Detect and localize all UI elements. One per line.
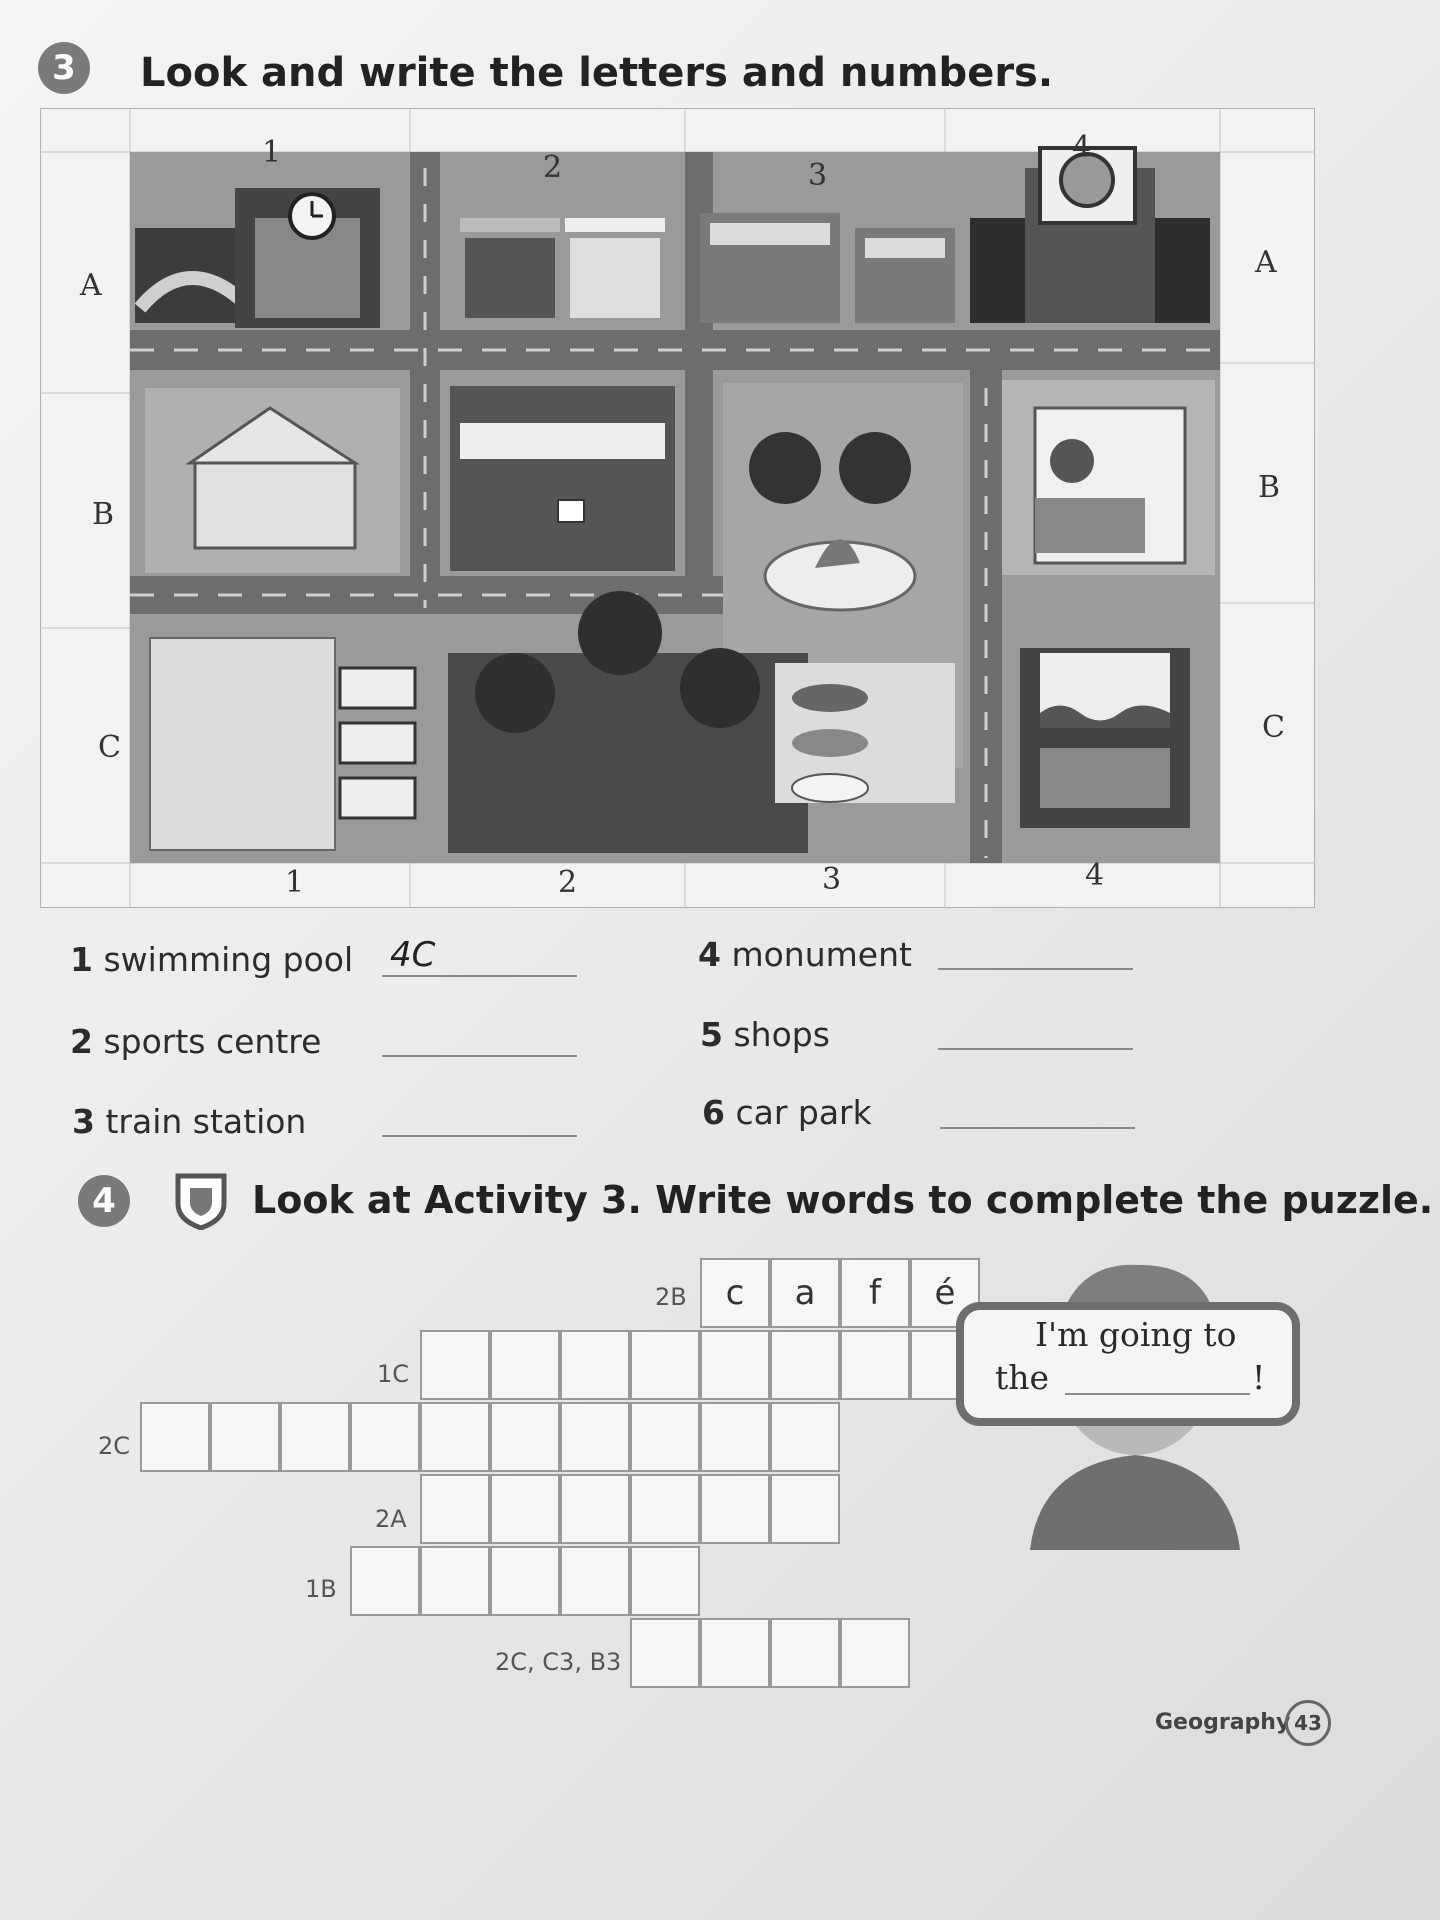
crossword-cell[interactable] bbox=[420, 1402, 490, 1472]
shield-icon bbox=[172, 1172, 230, 1230]
activity-4-title: Look at Activity 3. Write words to complete the puzzle. bbox=[252, 1178, 1434, 1222]
clue-2b: 2B bbox=[655, 1283, 687, 1311]
speech-line-1: I'm going to bbox=[1035, 1315, 1237, 1354]
col-label-4-bottom: 4 bbox=[1085, 858, 1105, 893]
crossword-cell[interactable] bbox=[560, 1474, 630, 1544]
footer-subject: Geography bbox=[1155, 1710, 1291, 1735]
speech-answer-line[interactable] bbox=[1065, 1393, 1250, 1395]
crossword-cell[interactable] bbox=[560, 1546, 630, 1616]
clue-2c: 2C bbox=[98, 1432, 131, 1460]
crossword-cell[interactable] bbox=[420, 1546, 490, 1616]
row-label-b-left: B bbox=[92, 497, 115, 532]
item-4: 4 monument bbox=[698, 935, 912, 974]
crossword-cell[interactable] bbox=[700, 1402, 770, 1472]
item-2-line[interactable] bbox=[382, 1055, 577, 1057]
coffee-cup-icon bbox=[558, 500, 584, 522]
page-number: 43 bbox=[1285, 1700, 1331, 1746]
col-label-2-bottom: 2 bbox=[558, 865, 578, 900]
item-6-line[interactable] bbox=[940, 1127, 1135, 1129]
clock-icon bbox=[290, 194, 334, 238]
crossword-cell[interactable] bbox=[840, 1330, 910, 1400]
item-1-line[interactable] bbox=[382, 975, 577, 977]
crossword-cell[interactable] bbox=[770, 1474, 840, 1544]
activity-3-number: 3 bbox=[38, 42, 90, 94]
crossword-cell[interactable] bbox=[490, 1402, 560, 1472]
car-icon bbox=[792, 684, 868, 802]
crossword-cell[interactable] bbox=[630, 1402, 700, 1472]
clue-1b: 1B bbox=[305, 1575, 337, 1603]
col-label-2-top: 2 bbox=[543, 150, 563, 185]
bus-icon bbox=[340, 668, 415, 818]
row-label-c-left: C bbox=[98, 730, 121, 765]
item-1: 1 swimming pool bbox=[70, 940, 354, 979]
crossword-cell[interactable] bbox=[700, 1474, 770, 1544]
row-label-a-right: A bbox=[1255, 245, 1277, 280]
crossword-cell[interactable]: é bbox=[910, 1258, 980, 1328]
item-3-line[interactable] bbox=[382, 1135, 577, 1137]
crossword-cell[interactable] bbox=[350, 1546, 420, 1616]
crossword-cell[interactable] bbox=[770, 1330, 840, 1400]
crossword-cell[interactable]: a bbox=[770, 1258, 840, 1328]
activity-3-title: Look and write the letters and numbers. bbox=[140, 50, 1054, 96]
item-2: 2 sports centre bbox=[70, 1022, 322, 1061]
clue-2a: 2A bbox=[375, 1505, 407, 1533]
item-1-answer[interactable]: 4C bbox=[390, 935, 436, 975]
crossword-cell[interactable] bbox=[630, 1546, 700, 1616]
item-5: 5 shops bbox=[700, 1015, 830, 1054]
clue-1c: 1C bbox=[377, 1360, 410, 1388]
row-label-b-right: B bbox=[1258, 470, 1281, 505]
town-map-drawing bbox=[40, 108, 1315, 908]
crossword-cell[interactable] bbox=[490, 1474, 560, 1544]
crossword-cell[interactable] bbox=[630, 1330, 700, 1400]
crossword-cell[interactable] bbox=[840, 1618, 910, 1688]
col-label-4-top: 4 bbox=[1072, 130, 1092, 165]
item-4-line[interactable] bbox=[938, 968, 1133, 970]
speech-exclaim: ! bbox=[1252, 1358, 1266, 1397]
col-label-3-top: 3 bbox=[808, 158, 828, 193]
item-6: 6 car park bbox=[702, 1093, 872, 1132]
col-label-1-top: 1 bbox=[262, 135, 282, 170]
crossword-cell[interactable] bbox=[490, 1546, 560, 1616]
item-5-line[interactable] bbox=[938, 1048, 1133, 1050]
crossword-cell[interactable] bbox=[420, 1474, 490, 1544]
crossword-cell[interactable] bbox=[420, 1330, 490, 1400]
row-label-a-left: A bbox=[80, 268, 102, 303]
clue-2c-c3-b3: 2C, C3, B3 bbox=[495, 1648, 622, 1676]
crossword-cell[interactable] bbox=[350, 1402, 420, 1472]
activity-4-number: 4 bbox=[78, 1175, 130, 1227]
crossword-cell[interactable] bbox=[700, 1330, 770, 1400]
col-label-3-bottom: 3 bbox=[822, 862, 842, 897]
row-label-c-right: C bbox=[1262, 710, 1285, 745]
item-3: 3 train station bbox=[72, 1102, 307, 1141]
crossword-cell[interactable] bbox=[560, 1402, 630, 1472]
crossword-cell[interactable] bbox=[770, 1618, 840, 1688]
crossword-cell[interactable] bbox=[630, 1474, 700, 1544]
crossword-cell[interactable] bbox=[630, 1618, 700, 1688]
crossword-cell[interactable] bbox=[490, 1330, 560, 1400]
crossword-cell[interactable] bbox=[280, 1402, 350, 1472]
crossword-cell[interactable]: f bbox=[840, 1258, 910, 1328]
crossword-cell[interactable]: c bbox=[700, 1258, 770, 1328]
crossword-cell[interactable] bbox=[700, 1618, 770, 1688]
town-map bbox=[40, 108, 1315, 908]
crossword-cell[interactable] bbox=[560, 1330, 630, 1400]
crossword-cell[interactable] bbox=[770, 1402, 840, 1472]
col-label-1-bottom: 1 bbox=[285, 865, 305, 900]
speech-line-2: the bbox=[995, 1358, 1050, 1397]
crossword-cell[interactable] bbox=[210, 1402, 280, 1472]
crossword-cell[interactable] bbox=[140, 1402, 210, 1472]
